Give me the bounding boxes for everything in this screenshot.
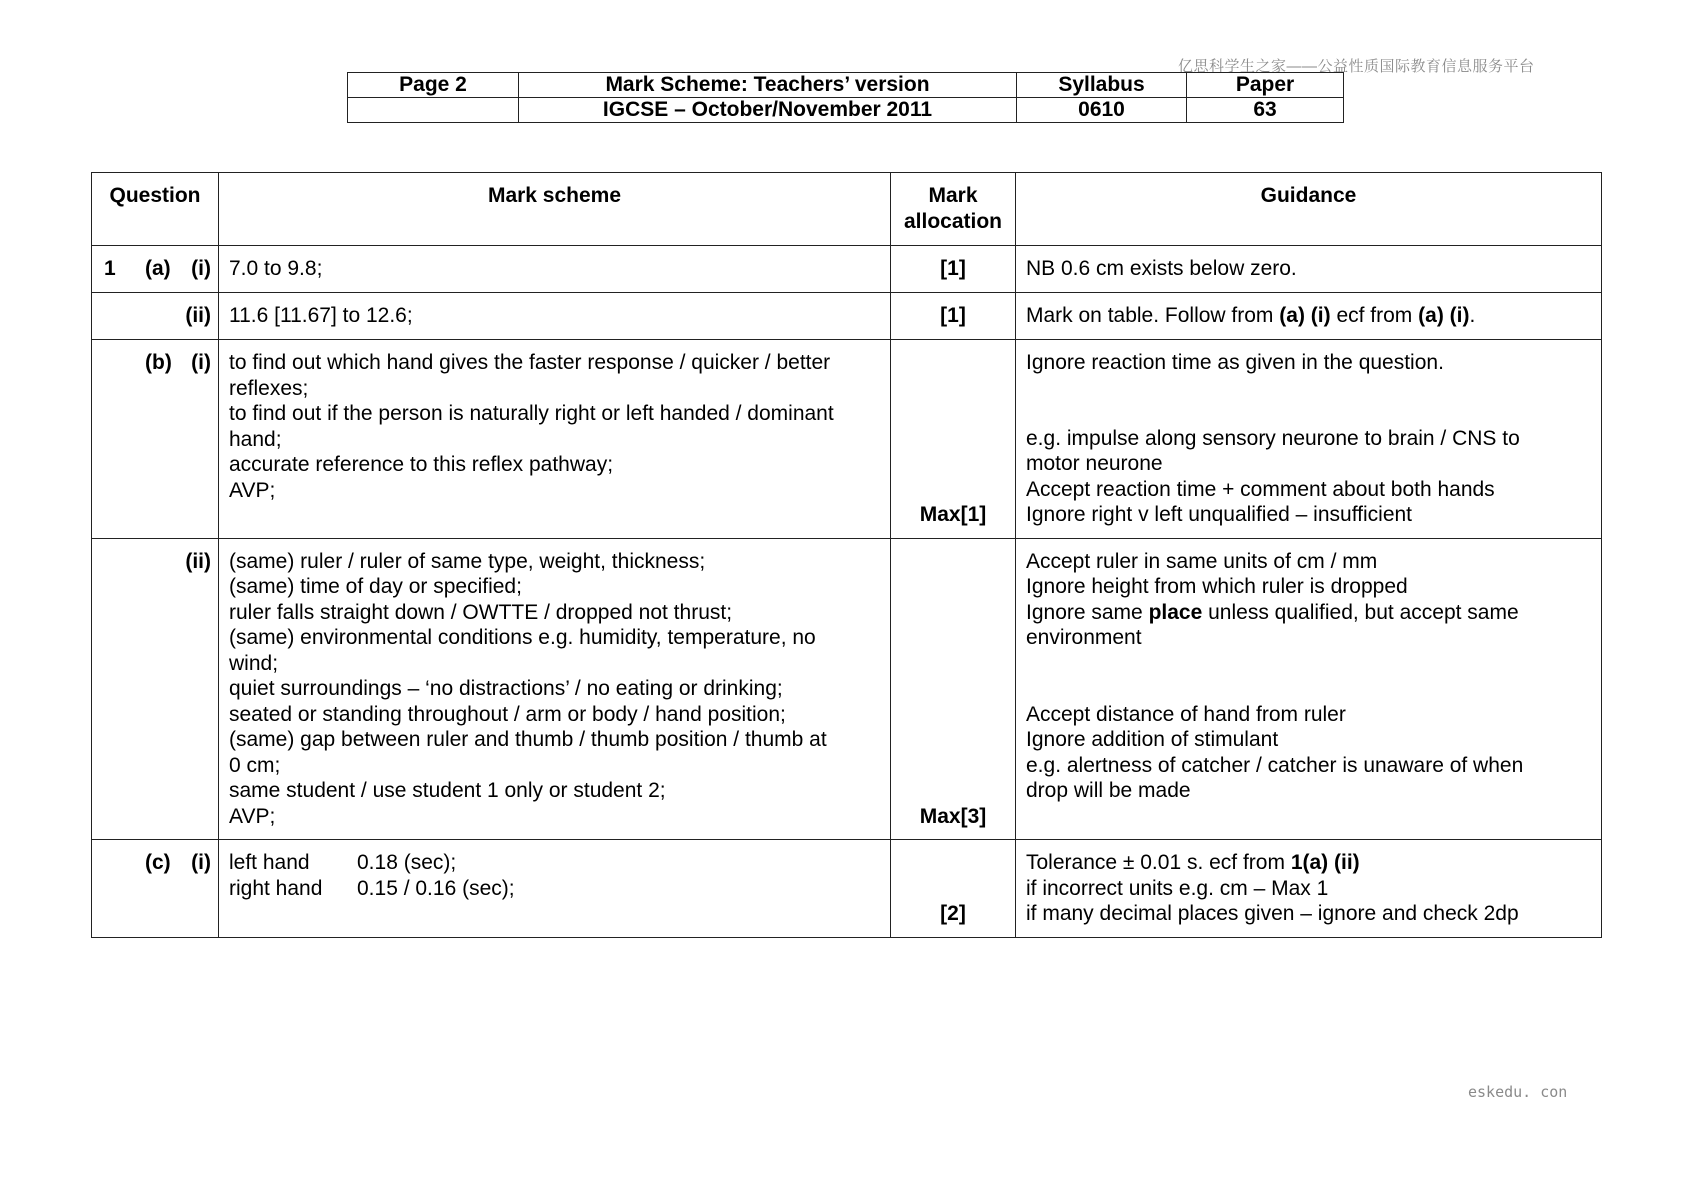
scheme-line: wind; — [229, 651, 279, 675]
mark-allocation-line-1: Mark — [928, 184, 978, 207]
mark-allocation-line-2: allocation — [903, 209, 1003, 233]
scheme-line: AVP; — [229, 804, 276, 828]
mark-value: [2] — [940, 902, 966, 925]
scheme-line: to find out which hand gives the faster response / quicker / better — [229, 351, 831, 374]
guidance-line: drop will be made — [1026, 779, 1191, 802]
guidance-spacer — [1026, 651, 1591, 702]
header-table — [347, 72, 1344, 123]
mark-value: Max[1] — [919, 503, 987, 526]
table-header-row — [92, 173, 1602, 246]
question-subpart: (i) — [191, 257, 211, 280]
table-row — [92, 340, 1602, 539]
guidance-cell — [1016, 246, 1602, 293]
mark-value: Max[3] — [919, 804, 987, 828]
scheme-line: (same) gap between ruler and thumb / thumb position / thumb at — [229, 728, 827, 751]
guidance-line: Ignore reaction time as given in the question. — [1026, 351, 1444, 374]
question-number: 1 — [104, 257, 116, 280]
header-empty-cell — [348, 98, 519, 123]
question-subpart: (i) — [191, 351, 211, 374]
scheme-line: ruler falls straight down / OWTTE / dropped not thrust; — [229, 600, 733, 624]
guidance-text: unless qualified, but accept same — [1208, 600, 1519, 624]
guidance-line: Ignore height from which ruler is dropped — [1026, 575, 1408, 598]
guidance-line: Accept ruler in same units of cm / mm — [1026, 549, 1378, 573]
scheme-line: (same) ruler / ruler of same type, weight, thickness; — [229, 549, 706, 573]
guidance-reference: (a) (i) — [1279, 304, 1331, 327]
question-cell — [92, 340, 219, 539]
table-row — [92, 840, 1602, 938]
scheme-line: (same) environmental conditions e.g. humidity, temperature, no — [229, 626, 816, 649]
scheme-line: 0 cm; — [229, 753, 281, 777]
guidance-line: e.g. alertness of catcher / catcher is unaware of when — [1026, 753, 1524, 777]
question-subpart: (ii) — [185, 549, 211, 573]
guidance-line: Ignore addition of stimulant — [1026, 728, 1279, 751]
question-part: (b) — [145, 351, 172, 374]
scheme-label: left hand — [229, 851, 310, 874]
scheme-line: seated or standing throughout / arm or body / hand position; — [229, 702, 786, 726]
question-cell — [92, 246, 219, 293]
question-cell — [92, 293, 219, 340]
mark-cell — [891, 840, 1016, 938]
scheme-value: 0.15 / 0.16 (sec); — [357, 876, 515, 900]
paper-value: 63 — [1187, 98, 1344, 123]
column-header-mark-allocation — [891, 173, 1016, 246]
mark-scheme-cell — [219, 840, 891, 938]
mark-scheme-cell — [219, 340, 891, 539]
guidance-cell — [1016, 340, 1602, 539]
scheme-line — [229, 876, 880, 902]
question-subpart: (ii) — [185, 304, 211, 327]
mark-scheme-table — [91, 172, 1602, 938]
scheme-line: hand; — [229, 427, 282, 451]
guidance-text: Mark on table. Follow from — [1026, 304, 1274, 327]
guidance-line: e.g. impulse along sensory neurone to brain / CNS to — [1026, 426, 1520, 450]
guidance-cell — [1016, 293, 1602, 340]
guidance-emphasis: place — [1148, 600, 1203, 624]
column-header-question: Question — [92, 173, 219, 246]
column-header-mark-scheme: Mark scheme — [219, 173, 891, 246]
mark-scheme-cell — [219, 246, 891, 293]
scheme-value: 0.18 (sec); — [357, 851, 457, 874]
scheme-line: quiet surroundings – ‘no distractions’ / no eating or drinking; — [229, 677, 783, 700]
scheme-line — [229, 850, 880, 876]
scheme-line: 7.0 to 9.8; — [229, 257, 323, 280]
guidance-line: if many decimal places given – ignore and check 2dp — [1026, 902, 1519, 925]
scheme-line: accurate reference to this reflex pathway; — [229, 453, 614, 476]
question-cell — [92, 840, 219, 938]
guidance-line: NB 0.6 cm exists below zero. — [1026, 257, 1297, 280]
guidance-line: environment — [1026, 626, 1142, 649]
mark-cell: [1] — [891, 293, 1016, 340]
guidance-line — [1026, 600, 1591, 626]
mark-scheme-cell — [219, 538, 891, 840]
scheme-line: to find out if the person is naturally right or left handed / dominant — [229, 402, 834, 425]
guidance-cell — [1016, 840, 1602, 938]
table-row — [92, 293, 1602, 340]
guidance-line: Accept distance of hand from ruler — [1026, 702, 1346, 726]
syllabus-label: Syllabus — [1017, 73, 1187, 98]
guidance-cell — [1016, 538, 1602, 840]
mark-cell — [891, 538, 1016, 840]
guidance-line: Ignore right v left unqualified – insufficient — [1026, 503, 1413, 526]
scheme-line: reflexes; — [229, 376, 309, 400]
document-title: Mark Scheme: Teachers’ version — [519, 73, 1017, 98]
scheme-line: AVP; — [229, 478, 276, 502]
scheme-label: right hand — [229, 876, 323, 900]
table-row — [92, 246, 1602, 293]
mark-cell: [1] — [891, 246, 1016, 293]
guidance-line — [1026, 303, 1591, 329]
syllabus-value: 0610 — [1017, 98, 1187, 123]
mark-scheme-cell — [219, 293, 891, 340]
guidance-reference: (a) (i) — [1418, 304, 1470, 327]
exam-session: IGCSE – October/November 2011 — [519, 98, 1017, 123]
guidance-reference: 1(a) (ii) — [1290, 851, 1360, 874]
column-header-guidance: Guidance — [1016, 173, 1602, 246]
guidance-text: Ignore same — [1026, 600, 1143, 624]
question-subpart: (i) — [191, 851, 211, 874]
question-part: (a) — [145, 257, 171, 280]
guidance-line: Accept reaction time + comment about both hands — [1026, 477, 1495, 501]
scheme-line: same student / use student 1 only or student 2; — [229, 779, 666, 802]
scheme-line: (same) time of day or specified; — [229, 575, 522, 598]
watermark-bottom: eskedu. con — [1468, 1083, 1568, 1101]
guidance-text: Tolerance ± 0.01 s. ecf from — [1026, 851, 1285, 874]
table-row — [92, 538, 1602, 840]
mark-cell — [891, 340, 1016, 539]
question-part: (c) — [145, 851, 171, 874]
watermark-top: 亿思科学生之家——公益性质国际教育信息服务平台 — [1178, 58, 1535, 75]
question-cell — [92, 538, 219, 840]
guidance-text: ecf from — [1336, 304, 1413, 327]
scheme-line: 11.6 [11.67] to 12.6; — [229, 304, 413, 327]
page-number: Page 2 — [348, 73, 519, 98]
guidance-line — [1026, 850, 1591, 876]
paper-label: Paper — [1187, 73, 1344, 98]
guidance-line: motor neurone — [1026, 452, 1163, 475]
guidance-spacer — [1026, 376, 1591, 426]
guidance-text: . — [1469, 304, 1476, 327]
guidance-line: if incorrect units e.g. cm – Max 1 — [1026, 876, 1329, 900]
